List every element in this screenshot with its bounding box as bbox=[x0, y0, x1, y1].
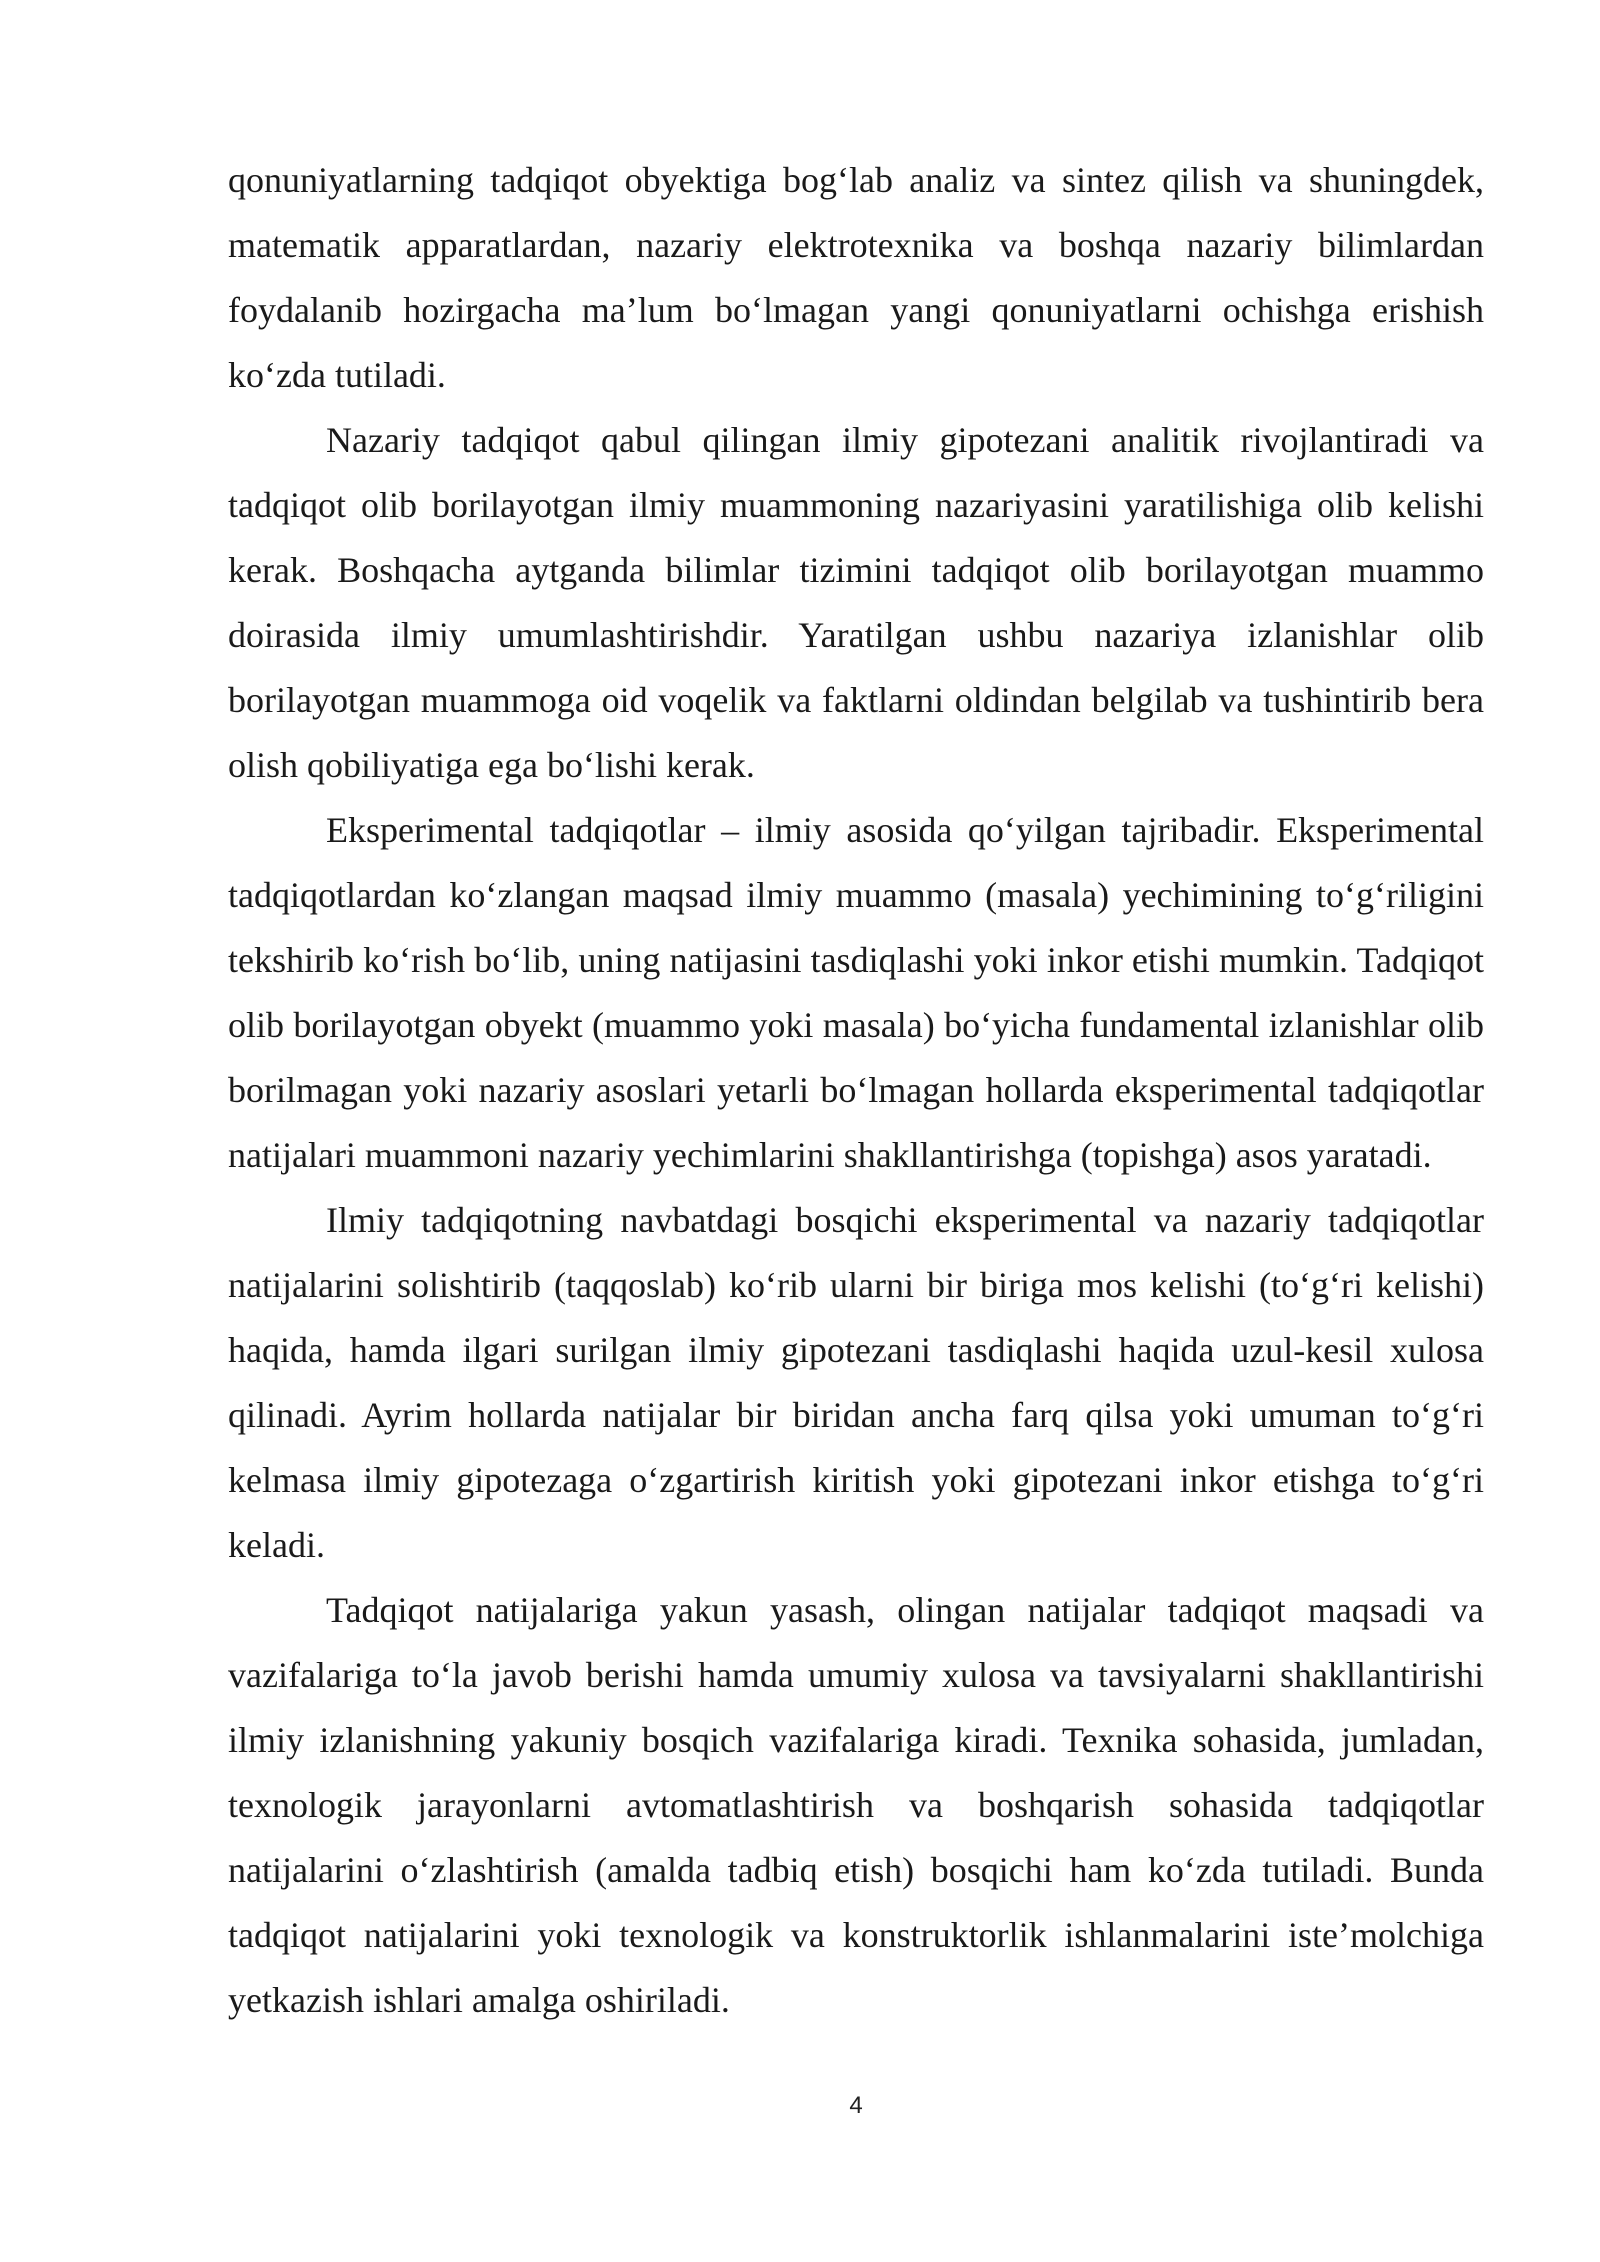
page-number: 4 bbox=[849, 2092, 863, 2119]
paragraph-continuation: qonuniyatlarning tadqiqot obyektiga bog‘lab analiz va sintez qilish va shuningdek, matematik apparatlardan, nazariy elektrotexnika va boshqa nazariy bilimlardan foydalanib hozirgacha ma’lum bo‘lmagan yangi qonuniyatlarni ochishga erishish ko‘zda tutiladi. bbox=[228, 160, 1484, 395]
paragraph-experimental-research: Eksperimental tadqiqotlar – ilmiy asosida qo‘yilgan tajribadir. Eksperimental tadqiqotlardan ko‘zlangan maqsad ilmiy muammo (masala) yechimining to‘g‘riligini tekshirib ko‘rish bo‘lib, uning natijasini tasdiqlashi yoki inkor etishi mumkin. Tadqiqot olib borilayotgan obyekt (muammo yoki masala) bo‘yicha fundamental izlanishlar olib borilmagan yoki nazariy asoslari yetarli bo‘lmagan hollarda eksperimental tadqiqotlar natijalari muammoni nazariy yechimlarini shakllantirishga (topishga) asos yaratadi. bbox=[228, 810, 1484, 1175]
paragraph-comparison-stage: Ilmiy tadqiqotning navbatdagi bosqichi eksperimental va nazariy tadqiqotlar natijalarini solishtirib (taqqoslab) ko‘rib ularni bir biriga mos kelishi (to‘g‘ri kelishi) haqida, hamda ilgari surilgan ilmiy gipotezani tasdiqlashi haqida uzul-kesil xulosa qilinadi. Ayrim hollarda natijalar bir biridan ancha farq qilsa yoki umuman to‘g‘ri kelmasa ilmiy gipotezaga o‘zgartirish kiritish yoki gipotezani inkor etishga to‘g‘ri keladi. bbox=[228, 1200, 1484, 1565]
document-body bbox=[228, 148, 1484, 2033]
paragraph-theoretical-research: Nazariy tadqiqot qabul qilingan ilmiy gipotezani analitik rivojlantiradi va tadqiqot olib borilayotgan ilmiy muammoning nazariyasini yaratilishiga olib kelishi kerak. Boshqacha aytganda bilimlar tizimini tadqiqot olib borilayotgan muammo doirasida ilmiy umumlashtirishdir. Yaratilgan ushbu nazariya izlanishlar olib borilayotgan muammoga oid voqelik va faktlarni oldindan belgilab va tushintirib bera olish qobiliyatiga ega bo‘lishi kerak. bbox=[228, 420, 1484, 785]
paragraph-final-stage: Tadqiqot natijalariga yakun yasash, olingan natijalar tadqiqot maqsadi va vazifalariga to‘la javob berishi hamda umumiy xulosa va tavsiyalarni shakllantirishi ilmiy izlanishning yakuniy bosqich vazifalariga kiradi. Texnika sohasida, jumladan, texnologik jarayonlarni avtomatlashtirish va boshqarish sohasida tadqiqotlar natijalarini o‘zlashtirish (amalda tadbiq etish) bosqichi ham ko‘zda tutiladi. Bunda tadqiqot natijalarini yoki texnologik va konstruktorlik ishlanmalarini iste’molchiga yetkazish ishlari amalga oshiriladi. bbox=[228, 1590, 1484, 2020]
